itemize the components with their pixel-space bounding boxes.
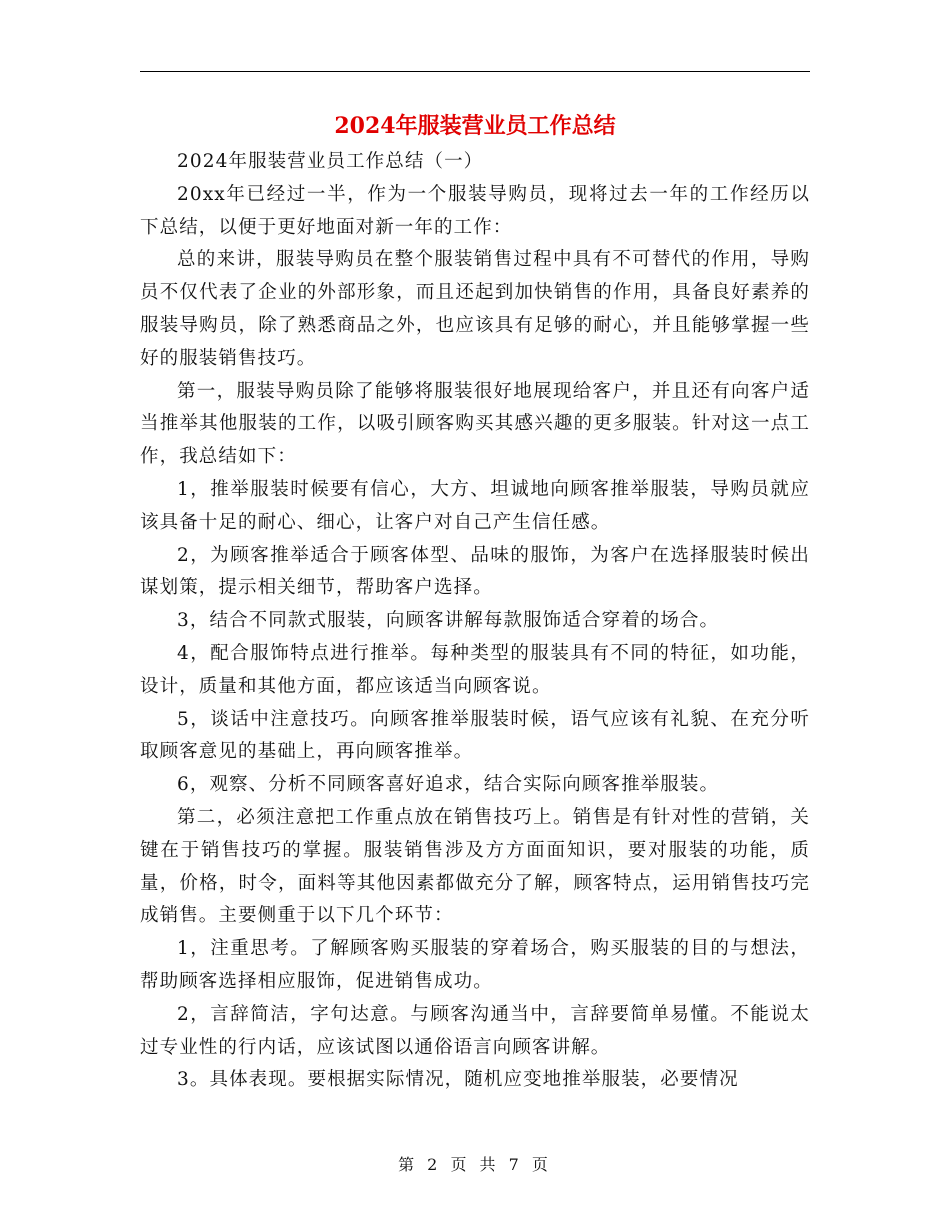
list-item: 6，观察、分析不同顾客喜好追求，结合实际向顾客推举服装。 [177, 774, 720, 796]
section-heading: 2024年服装营业员工作总结（一） [177, 151, 484, 172]
paragraph-intro: 20xx年已经过一半，作为一个服装导购员，现将过去一年的工作经历以下总结，以便于更好地面对新一年的工作： [140, 183, 810, 238]
list-item: 3，结合不同款式服装，向顾客讲解每款服饰适合穿着的场合。 [177, 610, 720, 632]
list-item: 4，配合服饰特点进行推举。每种类型的服装具有不同的特征，如功能，设计，质量和其他方面，都应该适当向顾客说。 [140, 642, 810, 697]
list-item: 1，注重思考。了解顾客购买服装的穿着场合，购买服装的目的与想法，帮助顾客选择相应服饰，促进销售成功。 [140, 938, 810, 992]
paragraph-point-two: 第二，必须注意把工作重点放在销售技巧上。销售是有针对性的营销，关键在于销售技巧的掌握。服装销售涉及方方面面知识，要对服装的功能，质量，价格，时令，面料等其他因素都做充分了解，顾客特点，运用销售技巧完成销售。主要侧重于以下几个环节： [140, 806, 810, 927]
list-item: 2，言辞简洁，字句达意。与顾客沟通当中，言辞要简单易懂。不能说太过专业性的行内话，应该试图以通俗语言向顾客讲解。 [140, 1003, 810, 1058]
paragraph-overview: 总的来讲，服装导购员在整个服装销售过程中具有不可替代的作用，导购员不仅代表了企业的外部形象，而且还起到加快销售的作用，具备良好素养的服装导购员，除了熟悉商品之外，也应该具有足够的耐心，并且能够掌握一些好的服装销售技巧。 [140, 249, 810, 369]
list-item: 2，为顾客推举适合于顾客体型、品味的服饰，为客户在选择服装时候出谋划策，提示相关细节，帮助客户选择。 [140, 544, 810, 599]
list-item: 5，谈话中注意技巧。向顾客推举服装时候，语气应该有礼貌、在充分听取顾客意见的基础上，再向顾客推举。 [140, 708, 810, 763]
paragraph-point-one: 第一，服装导购员除了能够将服装很好地展现给客户，并且还有向客户适当推举其他服装的工作，以吸引顾客购买其感兴趣的更多服装。针对这一点工作，我总结如下： [140, 380, 810, 468]
document-title: 2024年服装营业员工作总结 [334, 113, 616, 139]
list-item: 1，推举服装时候要有信心，大方、坦诚地向顾客推举服装，导购员就应该具备十足的耐心、细心，让客户对自己产生信任感。 [140, 478, 810, 533]
header-rule [140, 71, 810, 72]
list-item: 3。具体表现。要根据实际情况，随机应变地推举服装，必要情况 [177, 1069, 739, 1091]
document-body [140, 146, 810, 1097]
page-number-footer: 第 2 页 共 7 页 [398, 1155, 552, 1174]
